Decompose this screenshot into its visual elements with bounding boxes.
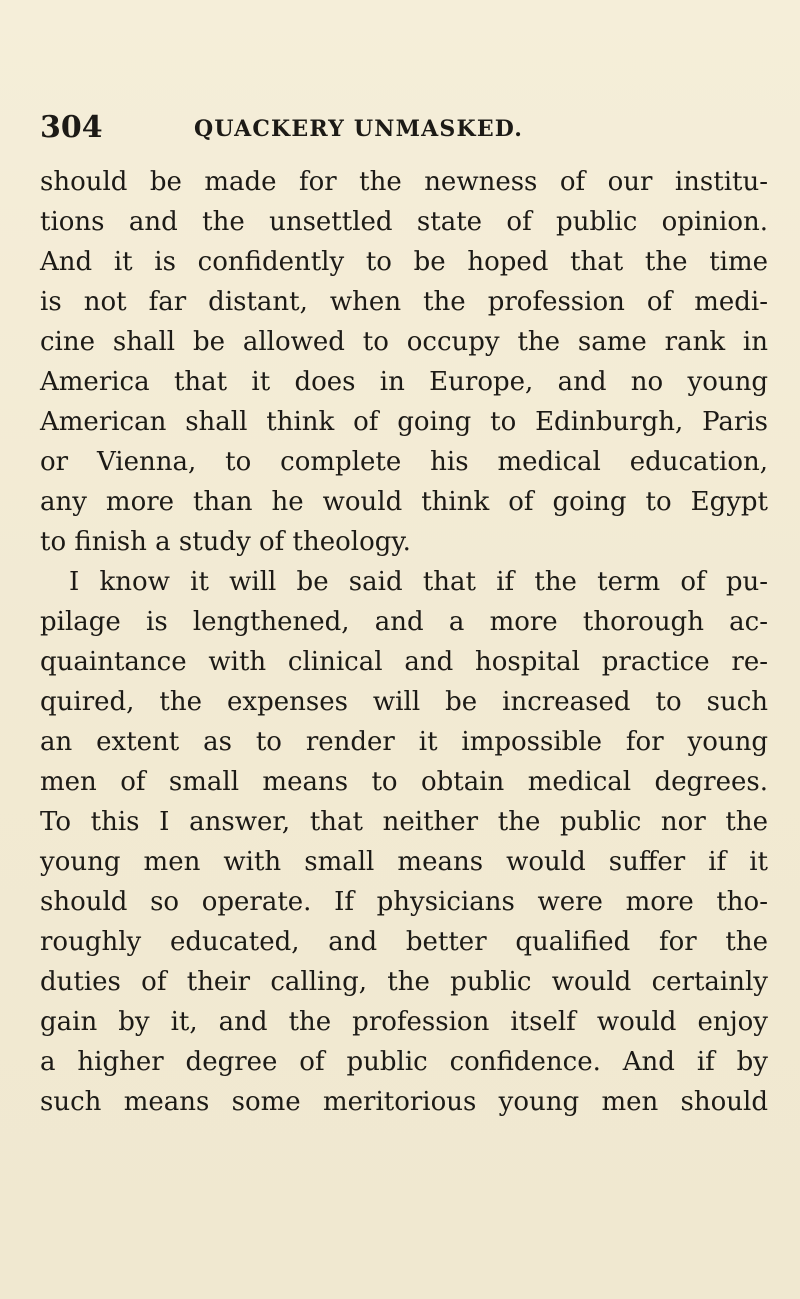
text-line: cine shall be allowed to occupy the same rank in bbox=[40, 327, 768, 357]
page-number: 304 bbox=[40, 110, 103, 145]
paragraph-start-line: I know it will be said that if the term of pu- bbox=[69, 567, 768, 597]
text-line: such means some meritorious young men should bbox=[40, 1087, 768, 1117]
text-line: should be made for the newness of our institu- bbox=[40, 167, 768, 197]
text-line: And it is confidently to be hoped that the time bbox=[40, 247, 768, 277]
running-head: QUACKERY UNMASKED. bbox=[194, 116, 524, 142]
text-line: tions and the unsettled state of public opinion. bbox=[40, 207, 768, 237]
text-line: any more than he would think of going to Egypt bbox=[40, 487, 768, 517]
text-line: duties of their calling, the public would certainly bbox=[40, 967, 768, 997]
text-line: or Vienna, to complete his medical education, bbox=[40, 447, 768, 477]
text-line: American shall think of going to Edinburgh, Paris bbox=[40, 407, 768, 437]
text-line: is not far distant, when the profession of medi- bbox=[40, 287, 768, 317]
text-line: an extent as to render it impossible for young bbox=[40, 727, 768, 757]
body-text bbox=[40, 162, 768, 1122]
text-line: quired, the expenses will be increased to such bbox=[40, 687, 768, 717]
text-line: pilage is lengthened, and a more thorough ac- bbox=[40, 607, 768, 637]
page-header bbox=[40, 110, 760, 150]
text-line: gain by it, and the profession itself would enjoy bbox=[40, 1007, 768, 1037]
text-line: roughly educated, and better qualified for the bbox=[40, 927, 768, 957]
paragraph-end-line: to finish a study of theology. bbox=[40, 527, 411, 557]
text-line: America that it does in Europe, and no young bbox=[40, 367, 768, 397]
text-line: a higher degree of public confidence. And if by bbox=[40, 1047, 768, 1077]
text-line: should so operate. If physicians were more tho- bbox=[40, 887, 768, 917]
text-line: young men with small means would suffer if it bbox=[40, 847, 768, 877]
text-line: quaintance with clinical and hospital practice re- bbox=[40, 647, 768, 677]
text-line: To this I answer, that neither the public nor the bbox=[40, 807, 768, 837]
text-line: men of small means to obtain medical degrees. bbox=[40, 767, 768, 797]
